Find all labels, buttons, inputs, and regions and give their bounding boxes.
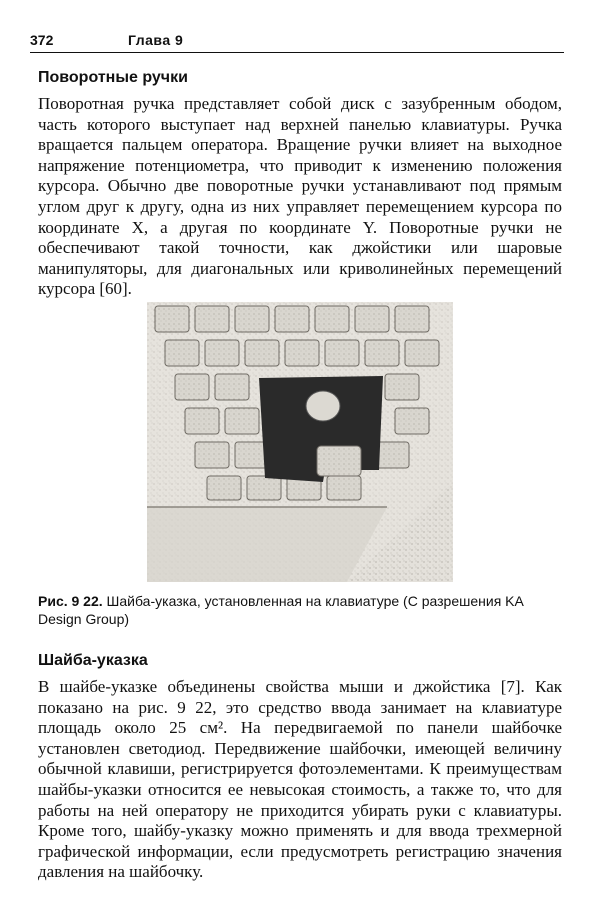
paragraph-rotary-knobs: Поворотная ручка представляет собой диск с зазубренным ободом, часть которого выступает над верхней панелью клавиатуры. Ручка вращается пальцем оператора. Вращение ручки влияет на выходное напряжение потенциометра, что приводит к изменению положения курсора. Обычно две поворотные ручки устанавливают под прямым углом друг к другу, одна из них управляет перемещением курсора по координате X, а другая по координате Y. Поворотные ручки не обеспечивают такой точности, как джойстики или шаровые манипуляторы, для диагональных или криволинейных перемещений курсора [60]. — [38, 94, 562, 299]
running-head — [30, 30, 564, 52]
section-title-puck: Шайба-указка — [38, 652, 148, 669]
figure-caption — [38, 592, 562, 628]
header-rule — [30, 52, 564, 53]
keyboard-puck-illustration — [147, 302, 453, 582]
figure-label: Рис. 9 22. — [38, 593, 103, 609]
page-number: 372 — [30, 32, 54, 48]
section-title-rotary-knobs: Поворотные ручки — [38, 69, 188, 86]
figure-puck-photo — [147, 302, 453, 582]
figure-caption-text: Шайба-указка, установленная на клавиатуре (С разрешения KA Design Group) — [38, 593, 524, 627]
paragraph-puck: В шайбе-указке объединены свойства мыши и джойстика [7]. Как показано на рис. 9 22, это средство ввода занимает на клавиатуре площадь около 25 см². На передвигаемой по панели шайбочке установлен светодиод. Передвижение шайбочки, имеющей величину обычной клавиши, регистрируется фотоэлементами. К преимуществам шайбы-указки относится ее невысокая стоимость, а также то, что для работы на ней оператору не приходится убирать руки с клавиатуры. Кроме того, шайбу-указку можно применять и для ввода трехмерной графической информации, если предусмотреть регистрацию значения давления на шайбочку. — [38, 677, 562, 882]
chapter-title: Глава 9 — [128, 32, 184, 48]
